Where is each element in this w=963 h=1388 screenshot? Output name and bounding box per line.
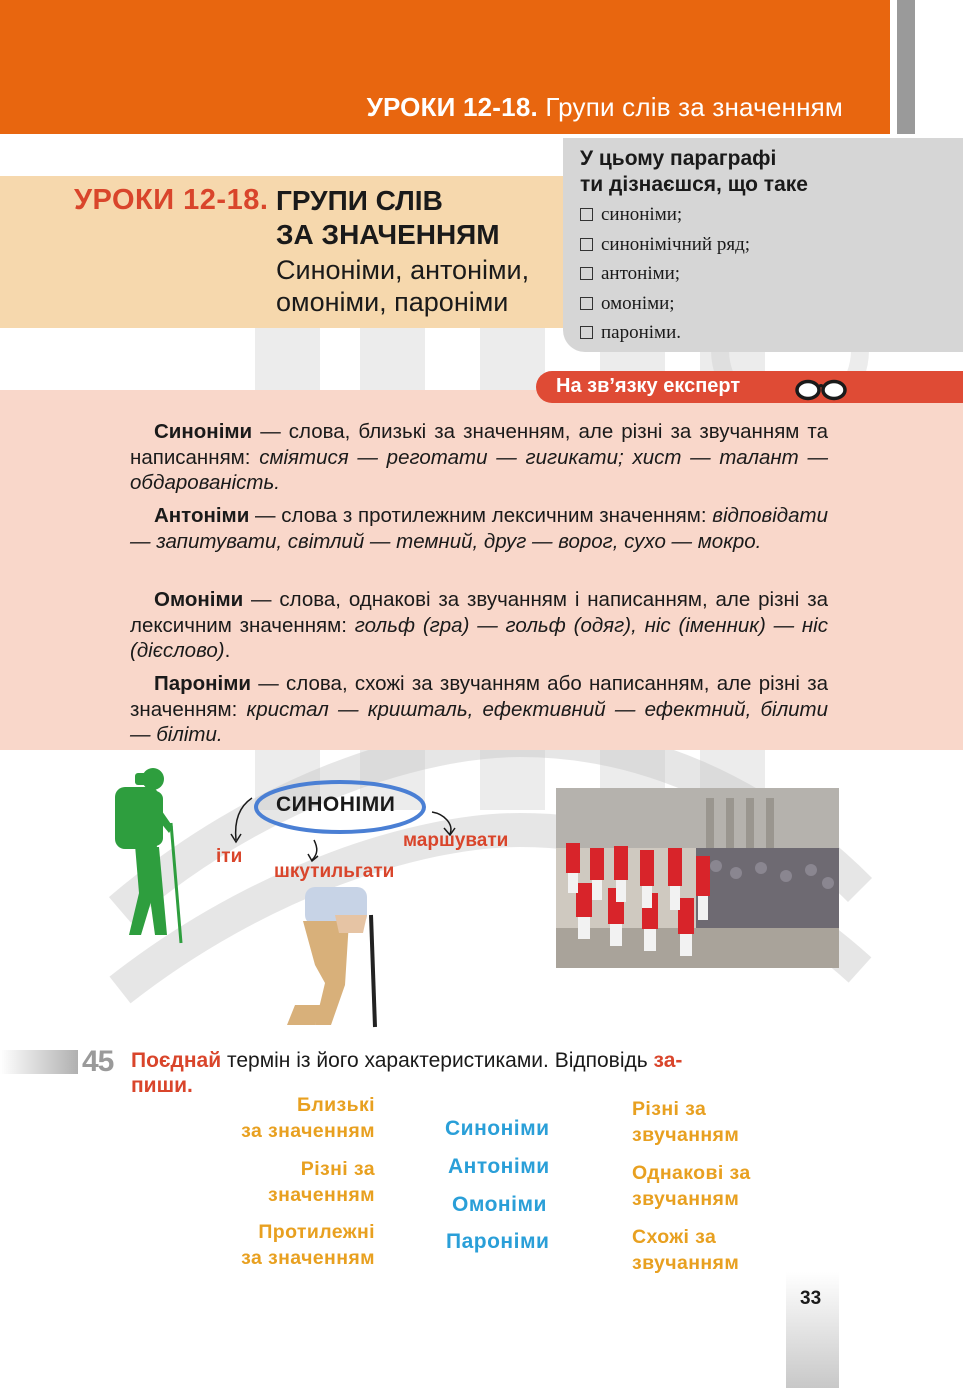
lesson-subtitle [276, 254, 529, 318]
center-term: Антоніми [448, 1155, 550, 1178]
lesson-subtitle-line2: омоніми, пароніми [276, 287, 509, 317]
page-number: 33 [800, 1288, 822, 1309]
left-term: Протилежні за значенням [241, 1221, 375, 1269]
checkbox-icon [580, 267, 593, 280]
glasses-icon [795, 377, 847, 401]
hiker-illustration [95, 765, 205, 945]
info-list-item: омоніми; [580, 289, 750, 319]
parade-photo [556, 788, 839, 968]
left-term: Близькі за значенням [241, 1094, 375, 1142]
diagram-word-iti: іти [216, 846, 243, 867]
old-man-illustration [275, 875, 385, 1035]
expert-label: На зв’язку експерт [556, 375, 741, 397]
info-panel-heading [580, 146, 808, 198]
exercise-number: 45 [82, 1045, 114, 1078]
lesson-subtitle-line1: Синоніми, антоніми, [276, 255, 530, 285]
info-list-item: синонімічний ряд; [580, 230, 750, 260]
right-term: Однакові за звучанням [632, 1162, 751, 1210]
definition-homonyms: Омоніми — слова, однакові за звучанням і написанням, але різні за лексичним значенням: гольф (гра) — гольф (одяг), ніс (іменник) — ніс (дієслово). [130, 588, 828, 662]
right-term: Різні за звучанням [632, 1098, 740, 1146]
info-list-item: пароніми. [580, 318, 750, 348]
info-list [580, 200, 750, 348]
left-term: Різні за значенням [268, 1158, 375, 1206]
diagram-word-shkutylhaty: шкутильгати [274, 861, 395, 882]
checkbox-icon [580, 208, 593, 221]
header-side-tab [897, 0, 915, 134]
header-gap [890, 0, 897, 134]
lesson-title [276, 184, 500, 252]
diagram-center-word: СИНОНІМИ [276, 793, 396, 816]
info-heading-line1: У цьому параграфі [580, 147, 777, 170]
info-list-item: синоніми; [580, 200, 750, 230]
center-term: Синоніми [445, 1117, 550, 1140]
checkbox-icon [580, 297, 593, 310]
running-head: УРОКИ 12-18. Групи слів за значенням [366, 92, 843, 122]
exercise-bar [0, 1050, 78, 1074]
center-term: Омоніми [452, 1193, 547, 1216]
info-list-item: антоніми; [580, 259, 750, 289]
lesson-number: УРОКИ 12-18. [74, 184, 269, 216]
center-term: Пароніми [446, 1230, 550, 1253]
definition-paronyms: Пароніми — слова, схожі за звучанням або написанням, але різні за значенням: кристал — кришталь, ефективний — ефектний, білити — біліти. [130, 672, 829, 746]
info-heading-line2: ти дізнаєшся, що таке [580, 173, 808, 196]
definition-synonyms: Синоніми — слова, близькі за значенням, але різні за звучанням та написанням: сміятися — реготати — гигикати; хист — талант — обдарованість. [130, 420, 829, 494]
exercise-instruction: Поєднай термін із його характеристиками. Відповідь за- пиши. [131, 1049, 683, 1097]
checkbox-icon [580, 238, 593, 251]
lesson-title-line2: ЗА ЗНАЧЕННЯМ [276, 219, 500, 250]
checkbox-icon [580, 326, 593, 339]
diagram-word-marshuvaty: маршувати [403, 830, 509, 851]
lesson-title-line1: ГРУПИ СЛІВ [276, 185, 443, 216]
right-term: Схожі за звучанням [632, 1226, 740, 1274]
definition-antonyms: Антоніми — слова з протилежним лексичним значенням: відповідати — запитувати, світлий — темний, друг — ворог, сухо — мокро. [130, 504, 828, 553]
